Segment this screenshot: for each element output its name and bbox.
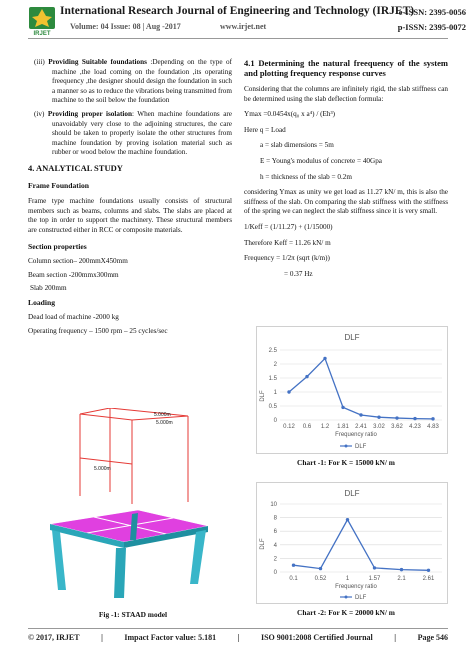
data-point — [431, 417, 434, 420]
data-point — [323, 357, 326, 360]
footer-page: Page 546 — [417, 633, 448, 642]
y-tick-label: 2 — [273, 362, 277, 368]
pissn: p-ISSN: 2395-0072 — [397, 22, 466, 32]
x-tick-label: 0.6 — [302, 424, 312, 430]
x-tick-label: 2.61 — [422, 576, 435, 582]
paragraph: Frame type machine foundations usually consists of structural members such as beams, columns and slabs. The slabs are placed at the top in order to support the machinery. These structural members are constructed either in RCC or composite materials. — [28, 197, 232, 234]
x-tick-label: 0.12 — [283, 424, 295, 430]
x-tick-label: 1.2 — [320, 424, 330, 430]
y-tick-label: 8 — [273, 515, 277, 522]
data-point — [319, 567, 322, 570]
header-rule — [28, 38, 448, 39]
equation: = 0.37 Hz — [284, 269, 313, 278]
journal-title: International Research Journal of Engineering and Technology (IRJET) — [60, 5, 415, 17]
subsection-heading: Frame Foundation — [28, 180, 89, 190]
y-tick-label: 1 — [273, 390, 277, 396]
text-line: Beam section -200mmx300mm — [28, 270, 119, 279]
text-line: a = slab dimensions = 5m — [260, 141, 334, 150]
dimension-label: 5.000m — [156, 420, 173, 426]
text-line: Dead load of machine -2000 kg — [28, 313, 119, 322]
left-column — [28, 58, 232, 341]
text-line: E = Young's modulus of concrete = 40Gpa — [260, 156, 382, 165]
column — [190, 530, 206, 584]
dimension-label: 5.000m — [94, 466, 111, 472]
irjet-logo — [28, 6, 56, 36]
x-tick-label: 3.02 — [373, 424, 385, 430]
equation: 1/Keff = (1/11.27) + (1/15000) — [244, 222, 333, 231]
chart-1 — [256, 326, 448, 454]
data-point — [377, 416, 380, 419]
staad-model-figure — [28, 408, 238, 608]
section-heading: 4.1 Determining the natural freequency of the system and plotting frequency response curves — [244, 58, 448, 78]
data-point — [305, 375, 308, 378]
column — [114, 548, 126, 598]
paragraph: considering Ymax as unity we get load as 11.27 kN/ m, this is also the stiffness of the slab. On comparing the slab stiffness with the stiffness of the spring we can neglect the slab stiffness since it is very small. — [244, 188, 448, 216]
x-tick-label: 1.81 — [337, 424, 349, 430]
paragraph: Considering that the columns are infinitely rigid, the slab stiffness can be determined using the slab deflection formula: — [244, 85, 448, 103]
footer-iso: ISO 9001:2008 Certified Journal — [260, 633, 373, 642]
right-column — [244, 58, 448, 283]
journal-url: www.irjet.net — [220, 22, 267, 31]
equation: Frequency = 1/2π (sqrt (k/m)) — [244, 254, 330, 263]
footer — [28, 633, 448, 642]
y-tick-label: 2 — [273, 556, 277, 563]
x-tick-label: 4.83 — [427, 424, 439, 430]
formula: Ymax =0.0454x(q₀ x a⁴) / (Eh³) — [244, 110, 336, 119]
x-tick-label: 1 — [345, 576, 350, 582]
text-line: Here q = Load — [244, 125, 286, 134]
section-heading: 4. ANALYTICAL STUDY — [28, 162, 123, 173]
y-tick-label: 10 — [270, 502, 277, 508]
footer-rule — [28, 628, 448, 629]
chart-2 — [256, 482, 448, 604]
data-point — [427, 569, 430, 572]
chart-title: DLF — [344, 489, 360, 498]
chart-caption: Chart -2: For K = 20000 kN/ m — [297, 608, 395, 617]
y-tick-label: 0 — [273, 570, 277, 576]
list-item: (iv) Providing proper isolation: When machine foundations are unavoidably very close to the adjoining structures, the care should be taken to properly isolate the other structures from machine foundation by proving isolation material such as rubber or wood below the machine foundation. — [34, 109, 232, 157]
footer-impact: Impact Factor value: 5.181 — [124, 633, 217, 642]
y-tick-label: 4 — [273, 542, 277, 549]
data-point — [287, 390, 290, 393]
chart-title: DLF — [344, 333, 360, 342]
x-tick-label: 0.1 — [289, 576, 298, 582]
x-tick-label: 3.62 — [391, 424, 403, 430]
y-tick-label: 6 — [273, 529, 277, 536]
text-line: h = thickness of the slab = 0.2m — [260, 172, 352, 181]
x-tick-label: 2.1 — [397, 576, 406, 582]
text-line: Operating frequency – 1500 rpm – 25 cycles/sec — [28, 327, 168, 336]
data-point — [341, 406, 344, 409]
eissn: e-ISSN: 2395-0056 — [398, 7, 466, 17]
y-axis-label: DLF — [260, 390, 266, 402]
footer-sep: | — [237, 633, 240, 642]
footer-sep: | — [101, 633, 103, 642]
volume-issue: Volume: 04 Issue: 08 | Aug -2017 — [70, 22, 181, 31]
equation: Therefore Keff = 11.26 kN/ m — [244, 238, 331, 247]
y-axis-label: DLF — [260, 538, 266, 550]
data-point — [400, 568, 403, 571]
data-point — [413, 417, 416, 420]
data-point — [292, 564, 295, 567]
list-item: (iii) Providing Suitable foundations :Depending on the type of machine ,the load coming on the foundation ,its operating freequency ,the designer should design the foundation in such a manner so as to reduce the vibrations being transmitted from machine to the soil below the foundation — [34, 58, 232, 105]
x-axis-label: Frequency ratio — [335, 432, 377, 438]
text-line: Slab 200mm — [30, 284, 67, 293]
data-point — [346, 518, 349, 521]
data-point — [359, 413, 362, 416]
column — [52, 530, 66, 590]
legend-label: DLF — [355, 444, 367, 450]
legend-label: DLF — [355, 595, 367, 601]
figure-caption: Fig -1: STAAD model — [98, 610, 168, 619]
subsection-heading: Section properties — [28, 241, 87, 251]
x-tick-label: 2.41 — [355, 424, 367, 430]
y-tick-label: 2.5 — [268, 348, 277, 354]
subsection-heading: Loading — [28, 297, 56, 307]
x-tick-label: 4.23 — [409, 424, 421, 430]
dimension-label: 5.000m — [154, 412, 171, 418]
y-tick-label: 0 — [273, 418, 277, 424]
y-tick-label: 1.5 — [268, 376, 277, 382]
footer-sep: | — [394, 633, 397, 642]
text-line: Column section– 200mmX450mm — [28, 257, 128, 266]
data-point — [395, 416, 398, 419]
x-tick-label: 1.57 — [368, 576, 381, 582]
footer-copyright: © 2017, IRJET — [28, 633, 80, 642]
x-tick-label: 0.52 — [314, 576, 327, 582]
data-point — [373, 566, 376, 569]
logo-text: IRJET — [33, 31, 51, 36]
y-tick-label: 0.5 — [268, 404, 277, 410]
x-axis-label: Frequency ratio — [335, 584, 377, 590]
chart-caption: Chart -1: For K = 15000 kN/ m — [297, 458, 395, 467]
